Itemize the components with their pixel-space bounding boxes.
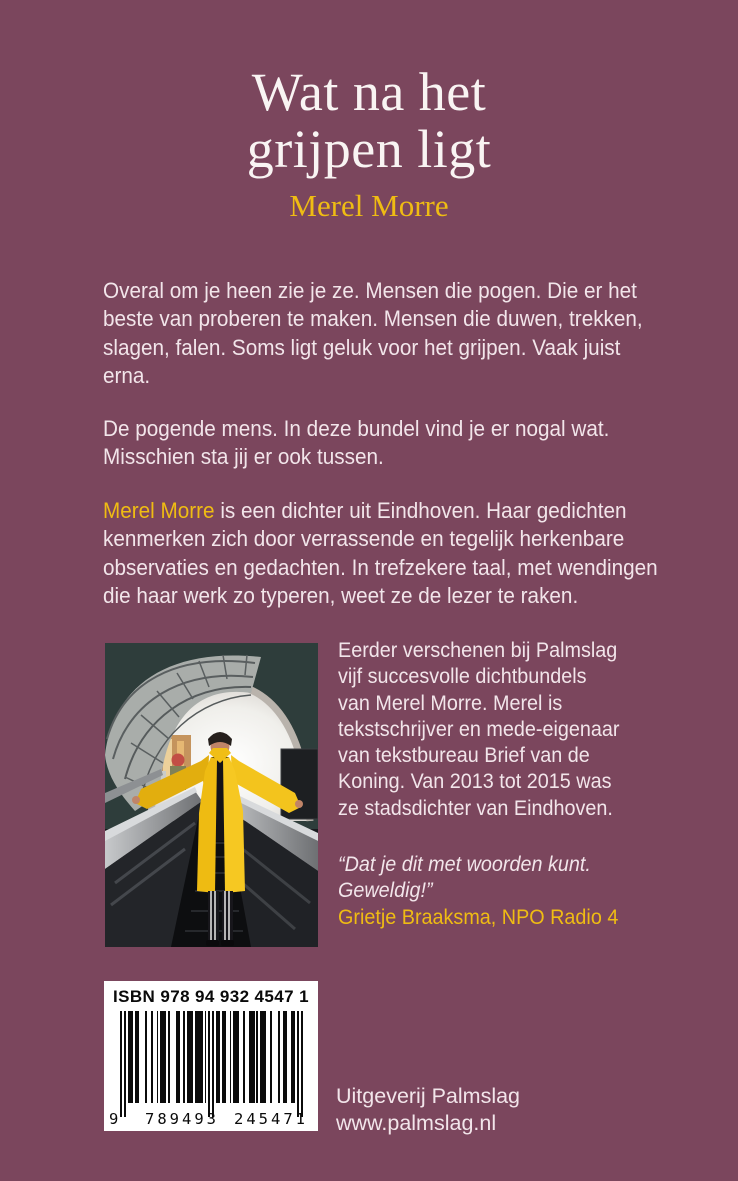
barcode-bars	[120, 1011, 303, 1117]
review-attribution: Grietje Braaksma, NPO Radio 4	[338, 905, 619, 929]
barcode-digit-first: 9	[109, 1110, 119, 1128]
author-photo-illustration	[105, 643, 318, 947]
previous-publications-text: Eerder verschenen bij Palmslag vijf succesvolle dichtbundels van Merel Morre. Merel is tekstschrijver en mede-eigenaar van tekstbureau Brief van de Koning. Van 2013 tot 2015 was ze stadsdichter van Eindhoven.	[338, 638, 620, 820]
isbn-label: ISBN 978 94 932 4547 1	[113, 987, 309, 1006]
barcode-digits-group2: 245471	[234, 1110, 308, 1128]
bio-first-line	[103, 497, 627, 525]
bio-first-line-rest: is een dichter uit Eindhoven. Haar gedichten	[214, 498, 627, 523]
background-person-hood	[172, 754, 185, 767]
blurb-paragraph-1: Overal om je heen zie je ze. Mensen die pogen. Die er het beste van proberen te maken. Mensen die duwen, trekken, slagen, falen. Soms ligt geluk voor het grijpen. Vaak juist erna.	[103, 278, 643, 388]
book-title: Wat na het grijpen ligt	[246, 62, 492, 179]
publisher-info: Uitgeverij Palmslag www.palmslag.nl	[336, 1084, 521, 1135]
author-name-highlight: Merel Morre	[103, 498, 215, 523]
author-bio-paragraph	[103, 497, 663, 610]
barcode-digits	[104, 1111, 318, 1131]
barcode-digits-group1: 789493	[145, 1110, 219, 1128]
bio-remaining-lines: kenmerken zich door verrassende en tegelijk herkenbare observaties en gedachten. In trefzekere taal, met wendingen die haar werk zo typeren, weet ze de lezer te raken.	[103, 526, 658, 608]
author-photo	[105, 643, 318, 947]
review-quote: “Dat je dit met woorden kunt. Geweldig!”	[338, 852, 591, 902]
blurb-paragraph-2: De pogende mens. In deze bundel vind je er nogal wat. Misschien sta jij er ook tussen.	[103, 416, 610, 470]
book-author: Merel Morre	[289, 188, 449, 223]
isbn-barcode-block	[104, 981, 318, 1131]
